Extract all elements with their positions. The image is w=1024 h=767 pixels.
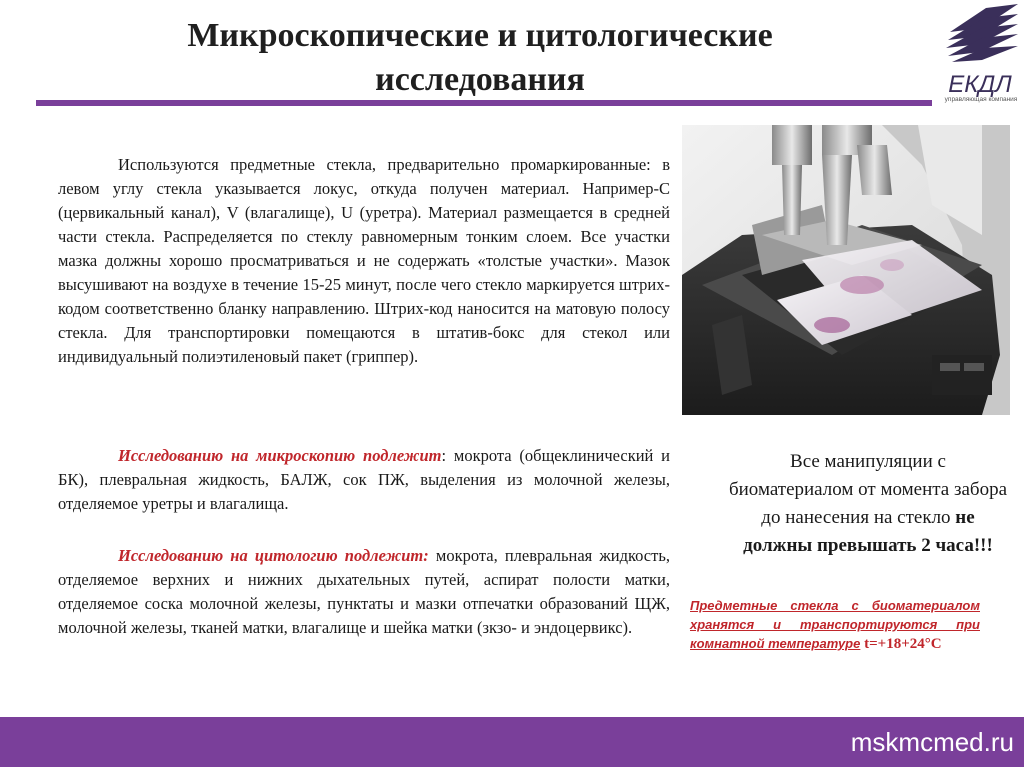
- storage-note-temperature: t=+18+24°С: [860, 636, 942, 652]
- cytology-lead: Исследованию на цитологию подлежит:: [118, 546, 429, 565]
- footer-bar: [0, 717, 1024, 767]
- paragraph-cytology: [58, 544, 670, 640]
- microscopy-text: : мокрота (общеклинический и БК), плевральная жидкость, БАЛЖ, сок ПЖ, выделения из молочной железы, отделяемое уретры и влагалища.: [58, 446, 670, 513]
- slide-title-line-1: Микроскопические и цитологические: [187, 17, 773, 54]
- side-note: [728, 448, 1008, 560]
- storage-note: [690, 596, 980, 654]
- side-note-warning: не должны превышать 2 часа!!!: [743, 507, 993, 556]
- logo-text: ЕКДЛ: [948, 71, 1012, 98]
- slide-title: [60, 14, 900, 102]
- paragraph-microscopy: [58, 444, 670, 516]
- microscope-photo: [682, 125, 1010, 415]
- slide-title-line-2: исследования: [375, 61, 585, 98]
- paragraph-slides-preparation: Используются предметные стекла, предварительно промаркированные: в левом углу стекла указывается локус, откуда получен материал. Например-С (цервикальный канал), V (влагалище), U (уретра). Материал размещается в средней части стекла. Распределяется по стеклу равномерным тонким слоем. Все участки мазка должны хорошо просматриваться и не содержать «толстые участки». Мазок высушивают на воздухе в течение 15-25 минут, после чего стекло маркируется штрих-кодом соответственно бланку направлению. Штрих-код наносится на матовую полосу стекла. Для транспортировки помещаются в штатив-бокс для стекол или индивидуальный полиэтиленовый пакет (гриппер).: [58, 155, 670, 366]
- ekdl-logo: [938, 2, 1022, 106]
- cytology-text: мокрота, плевральная жидкость, отделяемое верхних и нижних дыхательных путей, аспират полости матки, отделяемое соска молочной железы, пунктаты и мазки отпечатки образований ЩЖ, молочной железы, тканей матки, влагалище и шейка матки (зкзо- и эндоцервикс).: [58, 546, 670, 637]
- title-underline: [36, 100, 932, 106]
- storage-note-text: Предметные стекла с биоматериалом хранятся и транспортируются при комнатной температуре: [690, 598, 980, 651]
- side-note-text: Все манипуляции с биоматериалом от момента забора до нанесения на стекло: [728, 451, 1008, 528]
- microscopy-lead: Исследованию на микроскопию подлежит: [118, 446, 442, 465]
- logo-subtext: управляющая компания: [944, 96, 1018, 103]
- footer-site: mskmcmed.ru: [850, 727, 1014, 757]
